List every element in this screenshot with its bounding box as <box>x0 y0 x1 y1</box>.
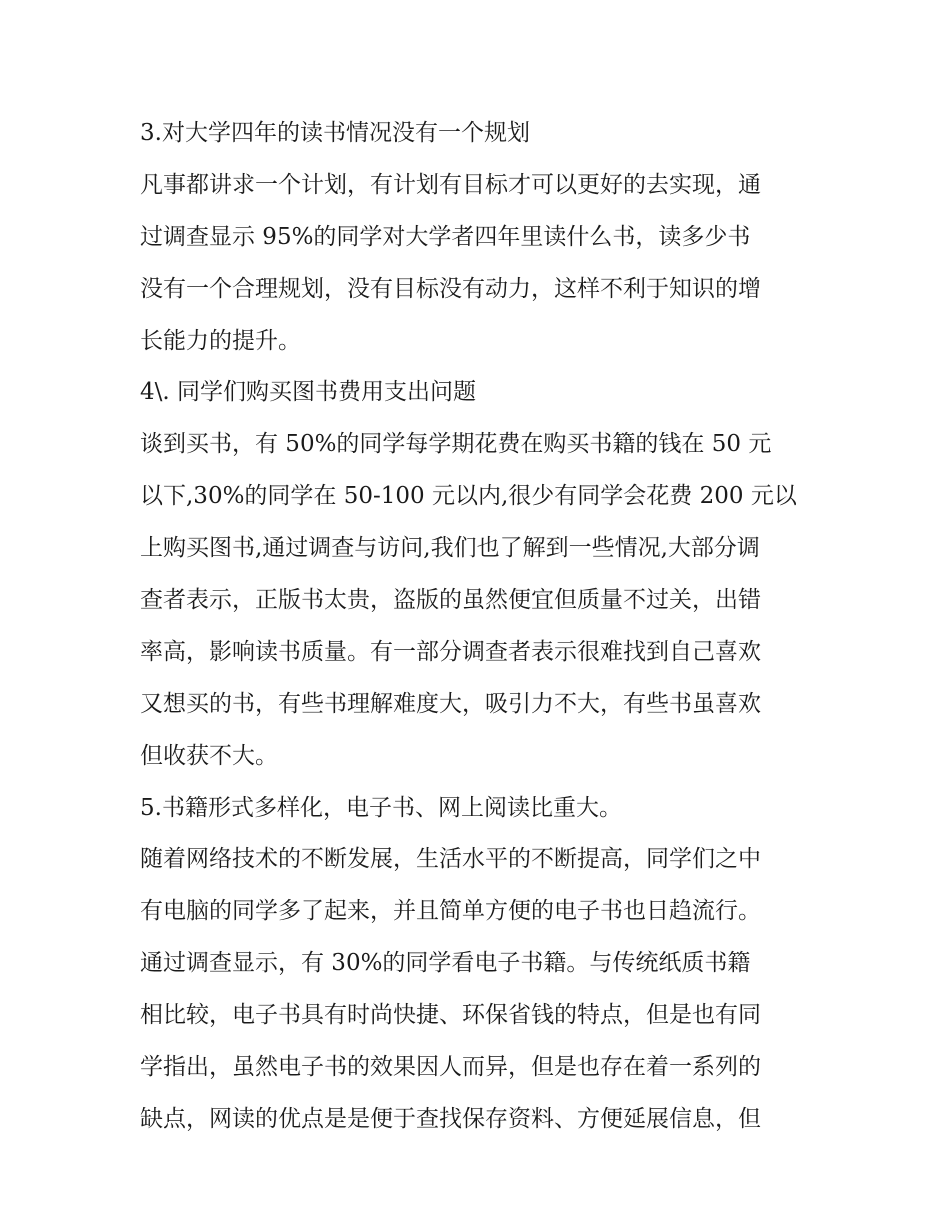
paragraph-line: 凡事都讲求一个计划，有计划有目标才可以更好的去实现，通 <box>140 171 761 198</box>
paragraph-line: 以下,30%的同学在 50-100 元以内,很少有同学会花费 200 元以 <box>140 483 797 510</box>
paragraph-line: 又想买的书，有些书理解难度大，吸引力不大，有些书虽喜欢 <box>140 690 761 717</box>
paragraph-line: 上购买图书,通过调查与访问,我们也了解到一些情况,大部分调 <box>140 535 760 562</box>
paragraph-line: 通过调查显示，有 30%的同学看电子书籍。与传统纸质书籍 <box>140 950 751 977</box>
paragraph-line: 有电脑的同学多了起来，并且简单方便的电子书也日趋流行。 <box>140 898 761 925</box>
paragraph-line: 随着网络技术的不断发展，生活水平的不断提高，同学们之中 <box>140 846 761 873</box>
paragraph-line: 相比较，电子书具有时尚快捷、环保省钱的特点，但是也有同 <box>140 1002 761 1029</box>
section-heading-5: 5.书籍形式多样化，电子书、网上阅读比重大。 <box>140 794 622 821</box>
paragraph-line: 但收获不大。 <box>140 742 278 769</box>
section-heading-4: 4\. 同学们购买图书费用支出问题 <box>140 379 477 406</box>
paragraph-line: 没有一个合理规划，没有目标没有动力，这样不利于知识的增 <box>140 275 761 302</box>
paragraph-line: 学指出，虽然电子书的效果因人而异，但是也存在着一系列的 <box>140 1054 761 1081</box>
document-body <box>140 108 820 1146</box>
paragraph-line: 长能力的提升。 <box>140 327 301 354</box>
paragraph-line: 缺点，网读的优点是是便于查找保存资料、方便延展信息，但 <box>140 1105 761 1132</box>
paragraph-line: 查者表示，正版书太贵，盗版的虽然便宜但质量不过关，出错 <box>140 587 761 614</box>
paragraph-line: 过调查显示 95%的同学对大学者四年里读什么书，读多少书 <box>140 223 751 250</box>
section-heading-3: 3.对大学四年的读书情况没有一个规划 <box>140 120 530 146</box>
paragraph-line: 谈到买书，有 50%的同学每学期花费在购买书籍的钱在 50 元 <box>140 431 772 458</box>
paragraph-line: 率高，影响读书质量。有一部分调查者表示很难找到自己喜欢 <box>140 638 761 665</box>
